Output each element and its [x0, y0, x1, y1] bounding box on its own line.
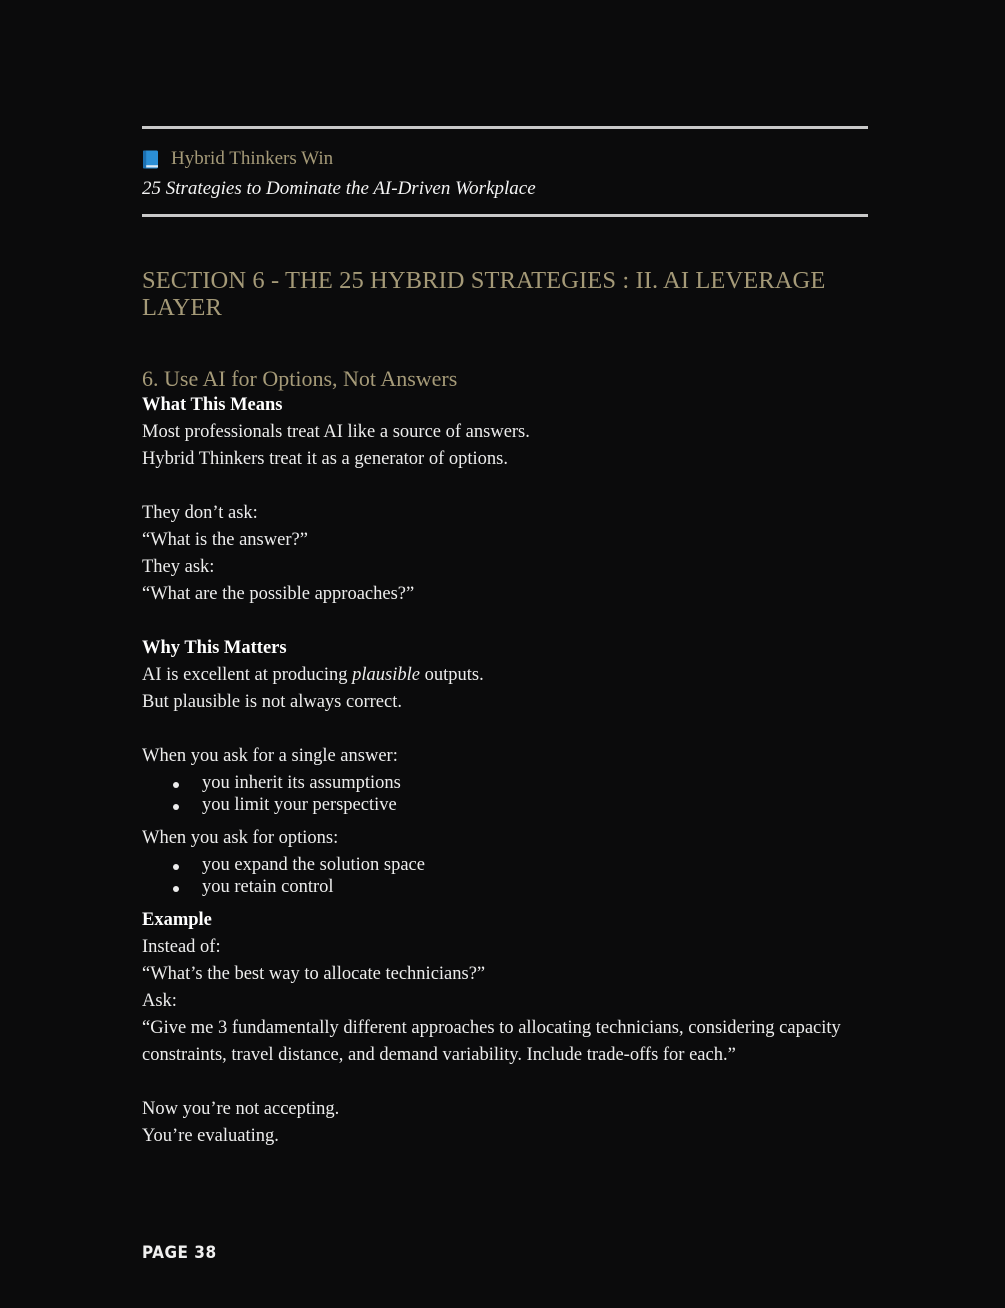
list-item: you limit your perspective — [202, 795, 868, 817]
bullet-list — [142, 773, 868, 816]
book-title: Hybrid Thinkers Win — [171, 148, 334, 169]
header-bottom-rule — [142, 214, 868, 217]
strategy-title: 6. Use AI for Options, Not Answers — [142, 366, 458, 391]
what-this-means-heading: What This Means — [142, 395, 283, 415]
book-subtitle: 25 Strategies to Dominate the AI-Driven Workplace — [142, 178, 536, 199]
paragraph-line: “What are the possible approaches?” — [142, 584, 415, 604]
page-content — [142, 126, 868, 1150]
bullet-dot — [173, 804, 179, 810]
paragraph-line: When you ask for options: — [142, 828, 339, 848]
paragraph-line: But plausible is not always correct. — [142, 692, 402, 712]
paragraph-line: Instead of: — [142, 937, 221, 957]
bullet-dot — [173, 886, 179, 892]
page-number: PAGE 38 — [142, 1243, 217, 1263]
paragraph-line: “Give me 3 fundamentally different approaches to allocating technicians, considering capacity constraints, travel distance, and demand variability. Include trade-offs for each.” — [142, 1018, 841, 1065]
bullet-dot — [173, 782, 179, 788]
paragraph-line: Ask: — [142, 991, 177, 1011]
paragraph-line: Most professionals treat AI like a source of answers. — [142, 422, 530, 442]
emphasis-plausible: plausible — [352, 665, 420, 685]
paragraph-line: “What’s the best way to allocate technicians?” — [142, 964, 486, 984]
paragraph-line: AI is excellent at producing plausible outputs. — [142, 665, 484, 685]
bullet-list — [142, 855, 868, 898]
list-item: you retain control — [202, 877, 868, 899]
example-heading: Example — [142, 910, 212, 930]
paragraph-line: You’re evaluating. — [142, 1126, 279, 1146]
paragraph-line: When you ask for a single answer: — [142, 746, 398, 766]
list-item: you expand the solution space — [202, 855, 868, 877]
paragraph-line: “What is the answer?” — [142, 530, 308, 550]
bullet-dot — [173, 864, 179, 870]
list-item: you inherit its assumptions — [202, 773, 868, 795]
book-title-line — [142, 147, 868, 171]
paragraph-line: They don’t ask: — [142, 503, 258, 523]
paragraph-line: Hybrid Thinkers treat it as a generator of options. — [142, 449, 508, 469]
why-this-matters-heading: Why This Matters — [142, 638, 287, 658]
section-title: SECTION 6 - THE 25 HYBRID STRATEGIES : II. AI LEVERAGE LAYER — [142, 267, 826, 321]
paragraph-line: They ask: — [142, 557, 215, 577]
blue-book-icon — [142, 150, 159, 169]
running-header — [142, 129, 868, 214]
paragraph-line: Now you’re not accepting. — [142, 1099, 340, 1119]
